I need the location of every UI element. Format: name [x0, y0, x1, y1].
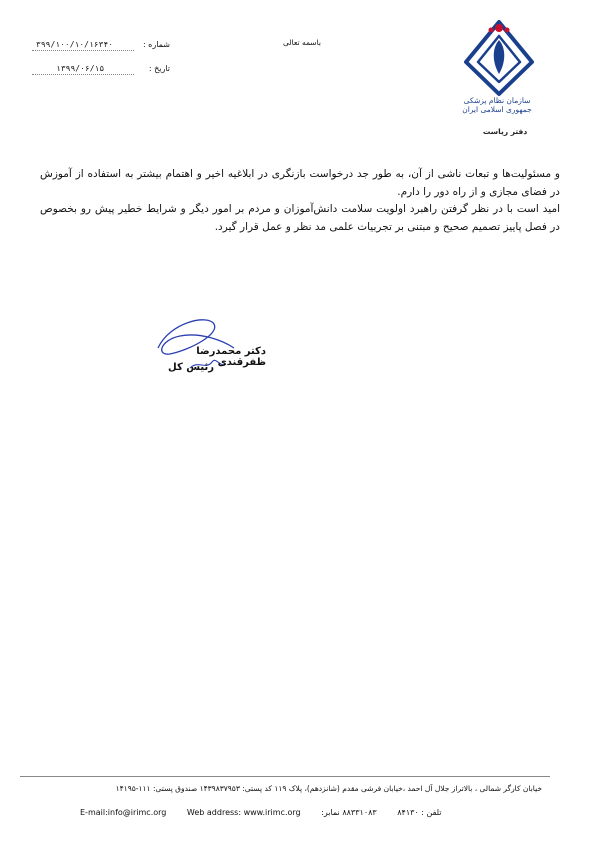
footer-email: E-mail:info@irimc.org [80, 808, 167, 817]
footer-phone: تلفن : ۸۴۱۳۰ [397, 808, 442, 817]
letter-date-row [20, 64, 170, 76]
signatory-name: دکتر محمدرضا ظفرقندی [196, 346, 266, 368]
letter-number-label: شماره : [142, 40, 170, 49]
logo-caption: سازمان نظام پزشکی جمهوری اسلامی ایران [462, 96, 532, 114]
footer-address: خیابان کارگر شمالی ، بالاتراز جلال آل احمد ،خیابان فرشی مقدم (شانزدهم)، پلاک ۱۱۹ کد پستی: ۱۴۳۹۸۳۷۹۵۳ صندوق پستی: ۱۱۱-۱۴۱۹۵ [115, 784, 542, 793]
invocation-text: باسمه تعالی [283, 38, 321, 47]
body-paragraph: و مسئولیت‌ها و تبعات ناشی از آن، به طور جد درخواست بازنگری در ابلاغیه اخیر و اهتمام بیشتر به استفاده از آموزش در فضای مجازی و از راه دور را دارم. [40, 168, 560, 198]
letter-number-row [20, 40, 170, 52]
footer-divider [20, 776, 550, 777]
dotted-line [32, 74, 134, 75]
footer-web: Web address: www.irimc.org [186, 808, 301, 817]
footer-contact [80, 808, 540, 817]
footer-fax: ۸۸۳۳۱۰۸۳ نمابر: [321, 808, 377, 817]
body-paragraph: امید است با در نظر گرفتن راهبرد اولویت سلامت دانش‌آموزان و مردم بر امور دیگر و شرایط خطیر پیش رو بخصوص در فصل پاییز تصمیم صحیح و مبتنی بر تجربیات علمی مد نظر و عمل قرار گیرد. [40, 203, 560, 233]
letter-date-value: ۱۳۹۹/۰۶/۱۵ [56, 64, 105, 73]
letter-date-label: تاریخ : [148, 64, 170, 73]
dotted-line [32, 50, 134, 51]
office-name: دفتر ریاست [482, 127, 528, 136]
signatory-title: رئیس کل [168, 362, 214, 373]
letter-body [40, 166, 560, 236]
letter-number-value: ۳۹۹/۱۰۰/۱۰/۱۶۳۴۰ [36, 40, 114, 49]
organization-logo [460, 18, 538, 136]
